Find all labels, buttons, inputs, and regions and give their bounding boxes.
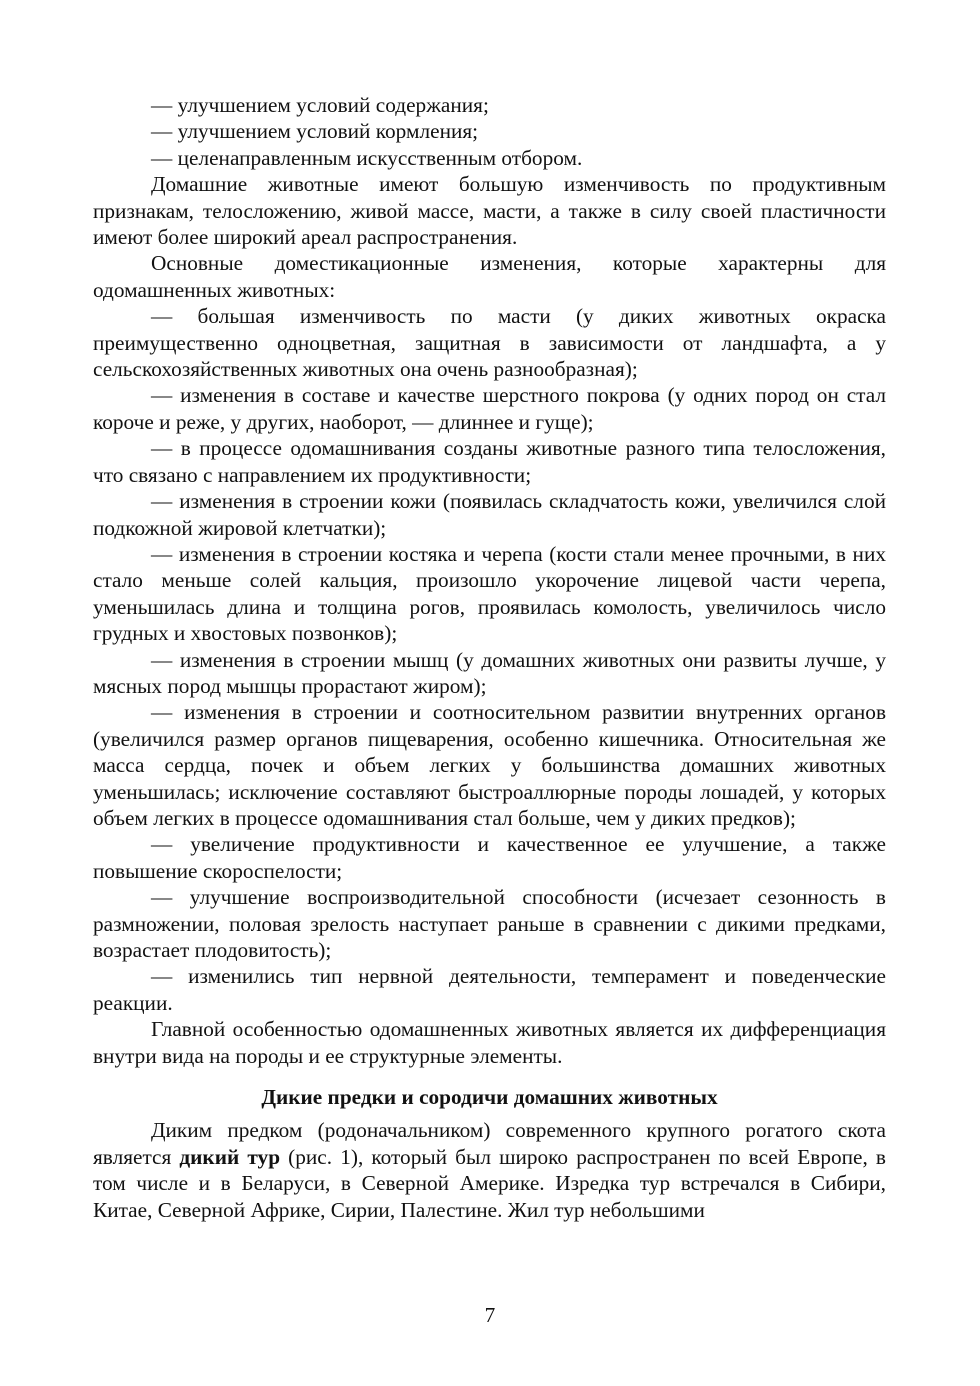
paragraph: Основные доместикационные изменения, которые характерны для одомашненных животных: bbox=[93, 251, 886, 302]
list-item: — изменения в составе и качестве шерстного покрова (у одних пород он стал короче и реже, у других, наоборот, — длиннее и гуще); bbox=[93, 383, 886, 434]
paragraph-text: Диким предком (родоначальником) современного крупного рогатого скота является bbox=[93, 1118, 886, 1169]
list-item: — изменились тип нервной деятельности, темперамент и поведенческие реакции. bbox=[93, 964, 886, 1015]
list-item: — изменения в строении кожи (появилась складчатость кожи, увеличился слой подкожной жировой клетчатки); bbox=[93, 489, 886, 540]
bold-term: дикий тур bbox=[179, 1144, 281, 1169]
body-text bbox=[93, 92, 886, 1223]
list-item: — увеличение продуктивности и качественное ее улучшение, а также повышение скороспелости; bbox=[93, 832, 886, 883]
list-item: — улучшением условий кормления; bbox=[151, 119, 479, 144]
paragraph: Домашние животные имеют большую изменчивость по продуктивным признакам, телосложению, живой массе, масти, а также в силу своей пластичности имеют более широкий ареал распространения. bbox=[93, 172, 886, 250]
list-item: — улучшение воспроизводительной способности (исчезает сезонность в размножении, половая зрелость наступает раньше в сравнении с дикими предками, возрастает плодовитость); bbox=[93, 885, 886, 962]
paragraph bbox=[93, 1117, 886, 1223]
list-item: — изменения в строении костяка и черепа (кости стали менее прочными, в них стало меньше солей кальция, произошло укорочение лицевой части черепа, уменьшилась длина и толщина рогов, проявилась комолость, увеличилось число грудных и хвостовых позвонков); bbox=[93, 541, 886, 646]
list-item: — в процессе одомашнивания созданы животные разного типа телосложения, что связано с направлением их продуктивности; bbox=[93, 436, 886, 487]
list-item: — изменения в строении мышц (у домашних животных они развиты лучше, у мясных пород мышцы прорастают жиром); bbox=[93, 647, 886, 698]
paragraph: Главной особенностью одомашненных животных является их дифференциация внутри вида на породы и ее структурные элементы. bbox=[93, 1017, 886, 1068]
list-item: — большая изменчивость по масти (у диких животных окраска преимущественно одноцветная, защитная в зависимости от ландшафта, а у сельскохозяйственных животных она очень разнообразная); bbox=[93, 304, 886, 382]
paragraph-text: (рис. 1), который был широко распространен по всей Европе, в том числе и в Беларуси, в Северной Америке. Изредка тур встречался в Сибири, Китае, Северной Африке, Сирии, Палестине. Жил тур небольшими bbox=[93, 1144, 886, 1222]
section-heading: Дикие предки и сородичи домашних животных bbox=[261, 1085, 718, 1110]
page-number: 7 bbox=[484, 1303, 496, 1327]
list-item: — целенаправленным искусственным отбором. bbox=[151, 145, 583, 170]
list-item: — изменения в строении и соотносительном развитии внутренних органов (увеличился размер органов пищеварения, особенно кишечника. Относительная же масса сердца, почек и объем легких у большинства домашних животных уменьшилась; исключение составляют быстроаллюрные породы лошадей, у которых объем легких в процессе одомашнивания стал больше, чем у диких предков); bbox=[93, 700, 886, 830]
list-item: — улучшением условий содержания; bbox=[151, 93, 489, 117]
